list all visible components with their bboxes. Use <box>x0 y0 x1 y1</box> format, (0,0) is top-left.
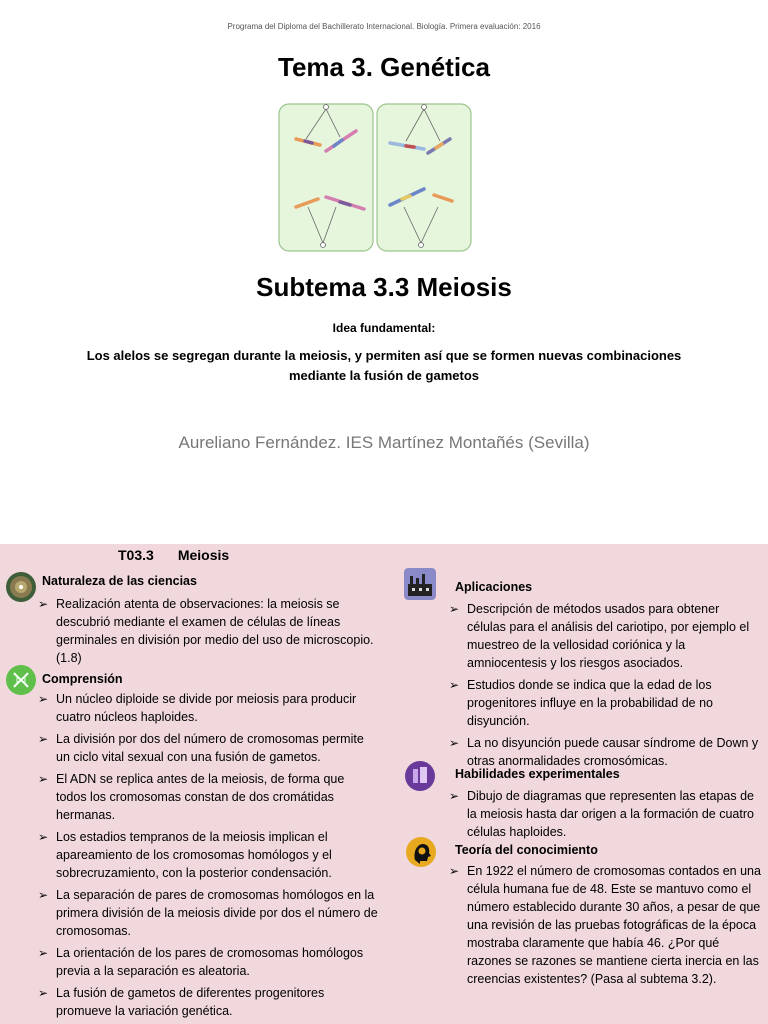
head-icon <box>405 836 437 868</box>
comprension-list <box>38 690 378 1024</box>
syllabus-slide <box>0 544 768 1024</box>
teoria-list <box>449 862 761 992</box>
author-line: Aureliano Fernández. IES Martínez Montañés (Sevilla) <box>178 433 590 452</box>
dna-icon <box>5 664 37 696</box>
section-heading-nature: Naturaleza de las ciencias <box>42 574 197 588</box>
factory-icon <box>404 568 436 600</box>
habilidades-list <box>449 787 761 845</box>
section-heading-aplicaciones: Aplicaciones <box>455 580 533 594</box>
subtopic-title: Subtema 3.3 Meiosis <box>256 272 512 302</box>
list-item: ➢ En 1922 el número de cromosomas contados en una célula humana fue de 48. Este se mantuvo como el número establecido durante 30 años, a pesar de que una revisión de las pruebas fotográficas de la época mostraba claramente que había 46. ¿Por qué razones se razones se mantiene cierta inercia en las creencias existentes? (Pasa al subtema 3.2). <box>449 862 761 988</box>
list-item: ➢ El ADN se replica antes de la meiosis, de forma que todos los cromosomas constan de dos cromátidas hermanas. <box>38 770 378 824</box>
aplicaciones-list <box>449 600 761 774</box>
idea-text: Los alelos se segregan durante la meiosis, y permiten así que se formen nuevas combinaciones mediante la fusión de gametos <box>86 348 682 383</box>
list-item: ➢ La orientación de los pares de cromosomas homólogos previa a la separación es aleatoria. <box>38 944 378 980</box>
list-item: ➢ La división por dos del número de cromosomas permite un ciclo vital sexual con una fusión de gametos. <box>38 730 378 766</box>
list-item: ➢ Un núcleo diploide se divide por meiosis para producir cuatro núcleos haploides. <box>38 690 378 726</box>
list-item: ➢ Dibujo de diagramas que representen las etapas de la meiosis hasta dar origen a la formación de cuatro células haploides. <box>449 787 761 841</box>
program-header: Programa del Diploma del Bachillerato Internacional. Biología. Primera evaluación: 2016 <box>227 22 541 31</box>
list-item: ➢ La fusión de gametos de diferentes progenitores promueve la variación genética. <box>38 984 378 1020</box>
list-item: ➢ La no disyunción puede causar síndrome de Down y otras anormalidades cromosómicas. <box>449 734 761 770</box>
page-title: Tema 3. Genética <box>278 52 490 82</box>
list-item: ➢ Estudios donde se indica que la edad de los progenitores influye en la probabilidad de no disyunción. <box>449 676 761 730</box>
topic-code: T03.3 <box>118 547 154 563</box>
section-heading-teoria: Teoría del conocimiento <box>455 843 598 857</box>
list-item: ➢ Descripción de métodos usados para obtener células para el análisis del cariotipo, por ejemplo el muestreo de la vellosidad coriónica y la amniocentesis y los riesgos asociados. <box>449 600 761 672</box>
list-item: ➢ Los estadios tempranos de la meiosis implican el apareamiento de los cromosomas homólogos y el sobrecruzamiento, con la posterior condensación. <box>38 828 378 882</box>
meiosis-figure <box>278 103 472 253</box>
list-item: ➢ La separación de pares de cromosomas homólogos en la primera división de la meiosis divide por dos el número de cromosomas. <box>38 886 378 940</box>
lab-skills-icon <box>404 760 436 792</box>
slide-heading <box>118 547 229 563</box>
section-heading-comprension: Comprensión <box>42 672 123 686</box>
topic-title: Meiosis <box>177 547 230 563</box>
list-item: ➢ Realización atenta de observaciones: la meiosis se descubrió mediante el examen de células de líneas germinales en división por medio del uso de microscopio. (1.8) <box>38 595 378 667</box>
nature-list <box>38 595 378 671</box>
idea-label: Idea fundamental: <box>332 321 436 335</box>
nature-of-science-icon <box>5 571 37 603</box>
section-heading-habilidades: Habilidades experimentales <box>455 767 620 781</box>
